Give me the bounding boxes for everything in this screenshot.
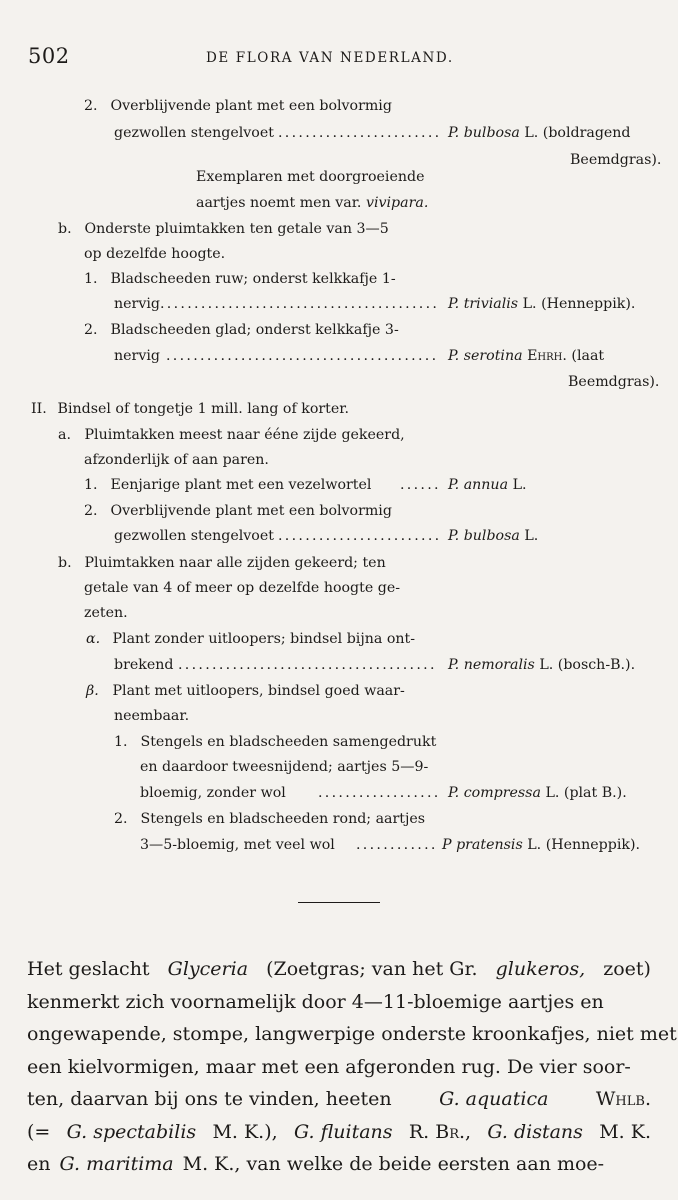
key-line: gezwollen stengelvoet xyxy=(114,125,274,141)
key-entry-beta: β. Plant met uitloopers, bindsel goed waar- xyxy=(86,683,405,699)
paragraph-line: kenmerkt zich voornamelijk door 4—11-bloemige aartjes en xyxy=(27,990,604,1013)
leader-dots xyxy=(318,784,438,802)
key-entry-a2: 2. Overblijvende plant met een bolvormig xyxy=(84,98,392,114)
key-entry-IIa: a. Pluimtakken meest naar ééne zijde gekeerd, xyxy=(58,427,405,443)
key-entry-b2: 2. Bladscheeden glad; onderst kelkkafje 3- xyxy=(84,322,399,338)
species-name: P. nemoralis L. (bosch-B.). xyxy=(448,657,636,673)
key-line: bloemig, zonder wol xyxy=(140,785,286,801)
paragraph-line: Het geslacht Glyceria (Zoetgras; van het Gr. glukeros, zoet) xyxy=(27,958,651,980)
key-entry-IIb: b. Pluimtakken naar alle zijden gekeerd; ten xyxy=(58,555,386,571)
key-line: op dezelfde hoogte. xyxy=(84,246,226,262)
key-entry-IIa2: 2. Overblijvende plant met een bolvormig xyxy=(84,503,392,519)
common-name: Beemdgras). xyxy=(568,374,660,390)
leader-dots xyxy=(400,476,438,494)
species-name: P. bulbosa L. xyxy=(448,528,539,544)
paragraph-line: (= G. spectabilis M. K.), G. fluitans R. Br., G. distans M. K. xyxy=(27,1120,651,1143)
leader-dots xyxy=(160,295,438,313)
key-entry-b: b. Onderste pluimtakken ten getale van 3—5 xyxy=(58,221,389,237)
key-line: getale van 4 of meer op dezelfde hoogte ge- xyxy=(84,580,401,596)
species-name: P. compressa L. (plat B.). xyxy=(448,785,627,801)
species-name: P. serotina Ehrh. (laat xyxy=(448,348,605,364)
key-entry-alpha: α. Plant zonder uitloopers; bindsel bijna ont- xyxy=(86,631,416,647)
key-entry-II: II. Bindsel of tongetje 1 mill. lang of korter. xyxy=(31,401,349,417)
key-line: gezwollen stengelvoet xyxy=(114,528,274,544)
key-line: afzonderlijk of aan paren. xyxy=(84,452,269,468)
running-title: DE FLORA VAN NEDERLAND. xyxy=(206,50,454,66)
leader-dots xyxy=(278,124,438,142)
key-note: Exemplaren met doorgroeiende xyxy=(196,169,425,185)
key-line: nervig xyxy=(114,296,160,312)
key-line: brekend xyxy=(114,657,174,673)
key-entry-beta1: 1. Stengels en bladscheeden samengedrukt xyxy=(114,734,437,750)
leader-dots xyxy=(178,656,438,674)
paragraph-line: een kielvormigen, maar met een afgeronden rug. De vier soor- xyxy=(27,1055,631,1078)
key-note: aartjes noemt men var. vivipara. xyxy=(196,195,429,211)
page-number: 502 xyxy=(28,44,70,68)
species-name: P pratensis L. (Henneppik). xyxy=(442,837,641,853)
paragraph-line: en G. maritima M. K., van welke de beide eersten aan moe- xyxy=(27,1153,605,1175)
key-entry-IIa1: 1. Eenjarige plant met een vezelwortel xyxy=(84,477,372,493)
key-line: nervig xyxy=(114,348,160,364)
key-entry-beta2: 2. Stengels en bladscheeden rond; aartjes xyxy=(114,811,426,827)
key-line: 3—5-bloemig, met veel wol xyxy=(140,837,335,853)
key-line: en daardoor tweesnijdend; aartjes 5—9- xyxy=(140,759,429,775)
key-entry-b1: 1. Bladscheeden ruw; onderst kelkkafje 1- xyxy=(84,271,396,287)
section-divider xyxy=(298,902,380,903)
common-name: Beemdgras). xyxy=(570,152,662,168)
paragraph-line: ongewapende, stompe, langwerpige onderste kroonkafjes, niet met xyxy=(27,1023,677,1045)
leader-dots xyxy=(278,527,438,545)
leader-dots xyxy=(166,347,438,365)
species-name: P. trivialis L. (Henneppik). xyxy=(448,296,636,312)
body-paragraph xyxy=(27,953,677,1181)
species-name: P. bulbosa L. (boldragend xyxy=(448,125,631,141)
paragraph-line: ten, daarvan bij ons te vinden, heeten G. aquatica Whlb. xyxy=(27,1088,651,1110)
species-name: P. annua L. xyxy=(448,477,527,493)
leader-dots xyxy=(356,836,438,854)
key-line: zeten. xyxy=(84,605,128,621)
key-line: neembaar. xyxy=(114,708,190,724)
